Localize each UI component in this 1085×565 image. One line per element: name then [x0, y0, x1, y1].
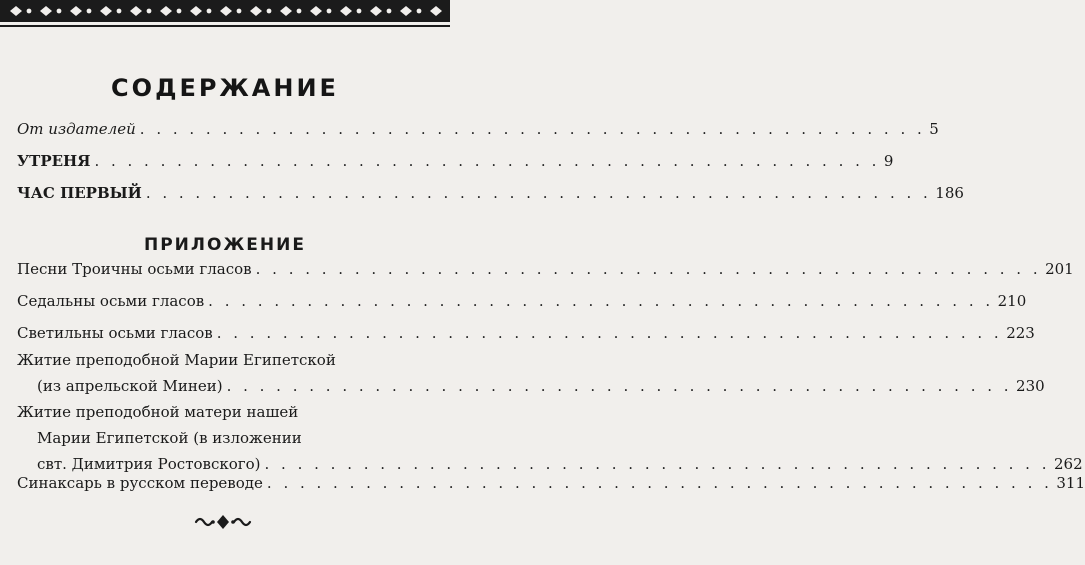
toc-page-number: 230: [1016, 377, 1045, 395]
leader-dots: . . . . . . . . . . . . . . . . . . . . . . . . . . . . . . . . . . . . . . . . . . . . . . . .: [94, 152, 880, 170]
toc-entry-label: Седальны осьми гласов: [17, 292, 205, 310]
toc-entry-label: Светильны осьми гласов: [17, 324, 213, 342]
top-ornament-border: [0, 0, 450, 30]
toc-entry-synaxarion[interactable]: [17, 473, 1085, 493]
toc-entry-first-hour[interactable]: [17, 183, 964, 203]
toc-page-number: 9: [883, 152, 894, 170]
leader-dots: . . . . . . . . . . . . . . . . . . . . . . . . . . . . . . . . . . . . . . . . . . . . . . . .: [264, 455, 1050, 473]
toc-entry-label: УТРЕНЯ: [17, 152, 91, 170]
leader-dots: . . . . . . . . . . . . . . . . . . . . . . . . . . . . . . . . . . . . . . . . . . . . . . . .: [266, 474, 1053, 492]
bottom-ornament: [194, 513, 252, 531]
leader-dots: . . . . . . . . . . . . . . . . . . . . . . . . . . . . . . . . . . . . . . . . . . . . . . . .: [208, 292, 994, 310]
toc-page-number: 262: [1053, 455, 1083, 473]
toc-page-number: 311: [1056, 474, 1085, 492]
toc-entry-publishers[interactable]: [17, 119, 939, 139]
toc-page-number: 201: [1045, 260, 1074, 278]
toc-entry-troichny[interactable]: [17, 259, 1074, 279]
toc-entry-label-cont: (из апрельской Минеи): [37, 377, 223, 395]
toc-page-number: 210: [997, 292, 1027, 310]
toc-page-number: 186: [935, 184, 964, 202]
toc-entry-label-cont: свт. Димитрия Ростовского): [37, 455, 261, 473]
leader-dots: . . . . . . . . . . . . . . . . . . . . . . . . . . . . . . . . . . . . . . . . . . . . . . . .: [139, 120, 926, 138]
toc-entry-matins[interactable]: [17, 151, 894, 171]
leader-dots: . . . . . . . . . . . . . . . . . . . . . . . . . . . . . . . . . . . . . . . . . . . . . . . .: [226, 377, 1013, 395]
page-title: СОДЕРЖАНИЕ: [111, 74, 339, 103]
appendix-title: ПРИЛОЖЕНИЕ: [144, 235, 306, 256]
toc-entry-sedalny[interactable]: [17, 291, 1027, 311]
toc-entry-label: Песни Троичны осьми гласов: [17, 260, 252, 278]
leader-dots: . . . . . . . . . . . . . . . . . . . . . . . . . . . . . . . . . . . . . . . . . . . . . . . .: [216, 324, 1003, 342]
toc-page-number: 5: [929, 120, 939, 138]
toc-entry-life-menaion[interactable]: [17, 350, 1045, 396]
toc-entry-life-rostovsky[interactable]: [17, 402, 1083, 474]
toc-entry-label: Синаксарь в русском переводе: [17, 474, 263, 492]
toc-entry-label-cont: Марии Египетской (в изложении: [37, 429, 302, 447]
leader-dots: . . . . . . . . . . . . . . . . . . . . . . . . . . . . . . . . . . . . . . . . . . . . . . . .: [255, 260, 1042, 278]
toc-entry-label: От издателей: [17, 120, 136, 138]
toc-entry-label: ЧАС ПЕРВЫЙ: [17, 184, 142, 202]
toc-entry-label: Житие преподобной Марии Египетской: [17, 351, 336, 369]
toc-entry-svetilny[interactable]: [17, 323, 1035, 343]
toc-entry-label: Житие преподобной матери нашей: [17, 403, 299, 421]
leader-dots: . . . . . . . . . . . . . . . . . . . . . . . . . . . . . . . . . . . . . . . . . . . . . . . .: [145, 184, 932, 202]
toc-page-number: 223: [1006, 324, 1035, 342]
